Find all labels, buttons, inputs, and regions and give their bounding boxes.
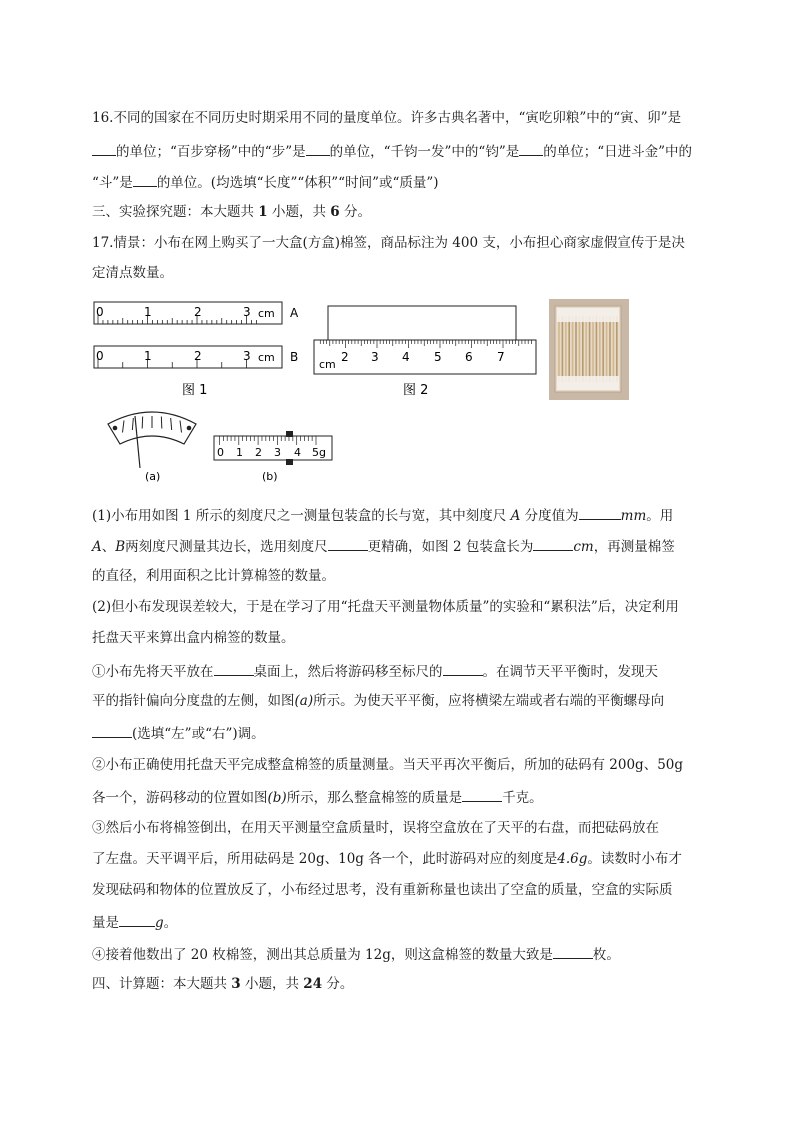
heading-text: 小题，共 <box>240 976 304 992</box>
s3-line-3: 发现砝码和物体的位置放反了，小布经过思考，没有重新称量也读出了空盒的质量，空盒的实际质 <box>92 882 673 898</box>
s2-var: (b) <box>267 790 287 806</box>
heading-text: 分。 <box>322 976 354 992</box>
s1-text: 平的指针偏向分度盘的左侧，如图 <box>92 693 295 709</box>
ruler-a-tick-1: 1 <box>144 305 152 319</box>
s3-line-2 <box>92 850 682 868</box>
rider-top <box>286 431 293 437</box>
s3-line-1: ③然后小布将棉签倒出，在用天平测量空盒质量时，误将空盒放在了天平的右盘，而把砝码放在 <box>92 820 659 836</box>
balance-dial-a <box>108 412 196 483</box>
s1-text: 。在调节天平平衡时，发现天 <box>482 664 658 680</box>
answer-blank[interactable] <box>92 141 116 156</box>
figure-area <box>0 290 794 490</box>
s4-line-1 <box>92 944 620 964</box>
p2-line-2: 托盘天平来算出盒内棉签的数量。 <box>92 630 295 646</box>
figure-a-caption: (a) <box>145 470 161 483</box>
s3-text: 量是 <box>92 915 119 931</box>
answer-blank[interactable] <box>579 505 621 520</box>
heading-number: 3 <box>231 976 241 992</box>
cotton-swab-photo <box>549 299 629 400</box>
ruler-b-unit: cm <box>258 351 275 364</box>
ruler-2-tick-4: 4 <box>402 350 410 364</box>
p1-text: 。用 <box>646 508 674 524</box>
s3-value: 4.6g <box>557 851 588 867</box>
heading-text: 分。 <box>339 204 371 220</box>
s1-line-3 <box>92 723 265 743</box>
p1-text: 分度值为 <box>520 508 579 524</box>
q16-line-1: 16.不同的国家在不同历史时期采用不同的量度单位。许多古典名著中，“寅吃卯粮”中的“寅、卯”是 <box>92 110 682 126</box>
q16-text: 的单位；“百步穿杨”中的“步”是 <box>116 144 306 160</box>
ruler-a-tick-2: 2 <box>194 305 202 319</box>
q16-line-3 <box>92 172 439 192</box>
p1-text: 两刻度尺测量其边长，选用刻度尺 <box>125 539 328 555</box>
p1-var: A <box>510 508 521 524</box>
rider-tick-5g: 5g <box>312 446 326 459</box>
s2-text: 千克。 <box>502 790 543 806</box>
s1-text: (选填“左”或“右”)调。 <box>132 726 265 742</box>
answer-blank[interactable] <box>553 944 593 959</box>
s4-text: 枚。 <box>592 947 620 963</box>
heading-number: 6 <box>330 204 340 220</box>
s4-text: ④接着他数出了 20 枚棉签，测出其总质量为 12g，则这盒棉签的数量大致是 <box>92 947 553 963</box>
ruler-a-label: A <box>290 306 299 320</box>
section-3-heading <box>92 203 371 221</box>
s2-text: 各一个，游码移动的位置如图 <box>92 790 268 806</box>
p2-line-1: (2)但小布发现误差较大，于是在学习了用“托盘天平测量物体质量”的实验和“累积法”后，决定利用 <box>92 599 679 615</box>
ruler-2-tick-6: 6 <box>465 350 473 364</box>
p1-var: A <box>92 539 102 555</box>
heading-text: 小题，共 <box>267 204 331 220</box>
ruler-b <box>94 346 298 368</box>
s1-line-2 <box>92 692 664 710</box>
ruler-2-tick-3: 3 <box>371 350 379 364</box>
heading-number: 24 <box>303 976 323 992</box>
ruler-2-tick-2: 2 <box>341 350 349 364</box>
ruler-b-tick-0: 0 <box>96 349 104 363</box>
s1-var: (a) <box>294 693 314 709</box>
p1-text: 更精确，如图 2 包装盒长为 <box>367 539 534 555</box>
ruler-b-tick-2: 2 <box>194 349 202 363</box>
s1-text: 所示。为使天平平衡，应将横梁左端或者右端的平衡螺母向 <box>313 693 665 709</box>
answer-blank[interactable] <box>519 141 543 156</box>
answer-blank[interactable] <box>328 536 368 551</box>
figure-2 <box>314 306 536 398</box>
tick-mark <box>161 417 162 429</box>
ruler-a-tick-3: 3 <box>243 305 251 319</box>
s2-line-2 <box>92 787 543 807</box>
rider-tick-2: 2 <box>255 446 262 459</box>
figure-2-caption: 图 2 <box>403 383 429 398</box>
heading-text: 三、实验探究题：本大题共 <box>92 204 259 220</box>
rider-tick-1: 1 <box>236 446 243 459</box>
p1-line-3: 的直径，利用面积之比计算棉签的数量。 <box>92 568 335 584</box>
s1-text: ①小布先将天平放在 <box>92 664 214 680</box>
p1-unit: mm <box>620 508 647 524</box>
s3-line-4 <box>92 912 177 932</box>
s3-text: 。读数时小布才 <box>587 851 682 867</box>
p1-unit: cm <box>573 539 594 555</box>
p1-var: B <box>115 539 126 555</box>
answer-blank[interactable] <box>443 661 483 676</box>
heading-number: 1 <box>258 204 268 220</box>
heading-text: 四、计算题：本大题共 <box>92 976 232 992</box>
s3-unit: g <box>155 915 164 931</box>
answer-blank[interactable] <box>92 723 132 738</box>
s3-text: 了左盘。天平调平后，所用砝码是 20g、10g 各一个，此时游码对应的刻度是 <box>92 851 558 867</box>
ruler-a-tick-0: 0 <box>96 305 104 319</box>
p1-text: ，再测量棉签 <box>593 539 675 555</box>
q16-text: 的单位。(均选填“长度”“体积”“时间”或“质量”) <box>156 175 439 191</box>
answer-blank[interactable] <box>214 661 254 676</box>
q16-text: 的单位，“千钧一发”中的“钧”是 <box>329 144 520 160</box>
s2-text: 所示，那么整盒棉签的质量是 <box>286 790 463 806</box>
ruler-b-tick-3: 3 <box>243 349 251 363</box>
ruler-b-tick-1: 1 <box>144 349 152 363</box>
tick-mark <box>142 417 143 429</box>
q16-text: “斗”是 <box>92 175 133 191</box>
ruler-b-label: B <box>290 350 299 364</box>
section-4-heading <box>92 975 353 993</box>
rider-bottom <box>286 459 293 465</box>
rider-tick-3: 3 <box>274 446 281 459</box>
figure-1-caption: 图 1 <box>182 383 208 398</box>
p1-text: (1)小布用如图 1 所示的刻度尺之一测量包装盒的长与宽，其中刻度尺 <box>92 508 511 524</box>
ruler-2-tick-5: 5 <box>434 350 442 364</box>
answer-blank[interactable] <box>533 536 573 551</box>
q16-text: 的单位；“日进斗金”中的 <box>543 144 693 160</box>
ruler-2-tick-7: 7 <box>497 350 505 364</box>
q16-line-2 <box>92 141 692 161</box>
s1-text: 桌面上，然后将游码移至标尺的 <box>253 664 443 680</box>
rider-tick-0: 0 <box>217 446 224 459</box>
answer-blank[interactable] <box>306 141 330 156</box>
answer-blank[interactable] <box>133 172 157 187</box>
s2-line-1: ②小布正确使用托盘天平完成整盒棉签的质量测量。当天平再次平衡后，所加的砝码有 200g、50g <box>92 757 684 773</box>
figure-b-caption: (b) <box>262 470 278 483</box>
p1-line-1 <box>92 505 673 525</box>
answer-blank[interactable] <box>119 912 155 927</box>
ruler-a-unit: cm <box>258 307 275 320</box>
p1-text: 、 <box>101 539 116 555</box>
s3-text: 。 <box>163 915 178 931</box>
p1-line-2 <box>92 536 675 556</box>
rider-tick-4: 4 <box>294 446 301 459</box>
q17-intro-line-2: 定清点数量。 <box>92 265 173 281</box>
s1-line-1 <box>92 661 658 681</box>
rider-scale-b <box>214 431 332 483</box>
ruler-a <box>94 302 299 324</box>
package-box <box>328 306 516 340</box>
answer-blank[interactable] <box>462 787 502 802</box>
q17-intro-line-1: 17.情景：小布在网上购买了一大盒(方盒)棉签，商品标注为 400 支，小布担心商家虚假宣传于是决 <box>92 235 685 251</box>
ruler-2-unit: cm <box>319 358 336 371</box>
